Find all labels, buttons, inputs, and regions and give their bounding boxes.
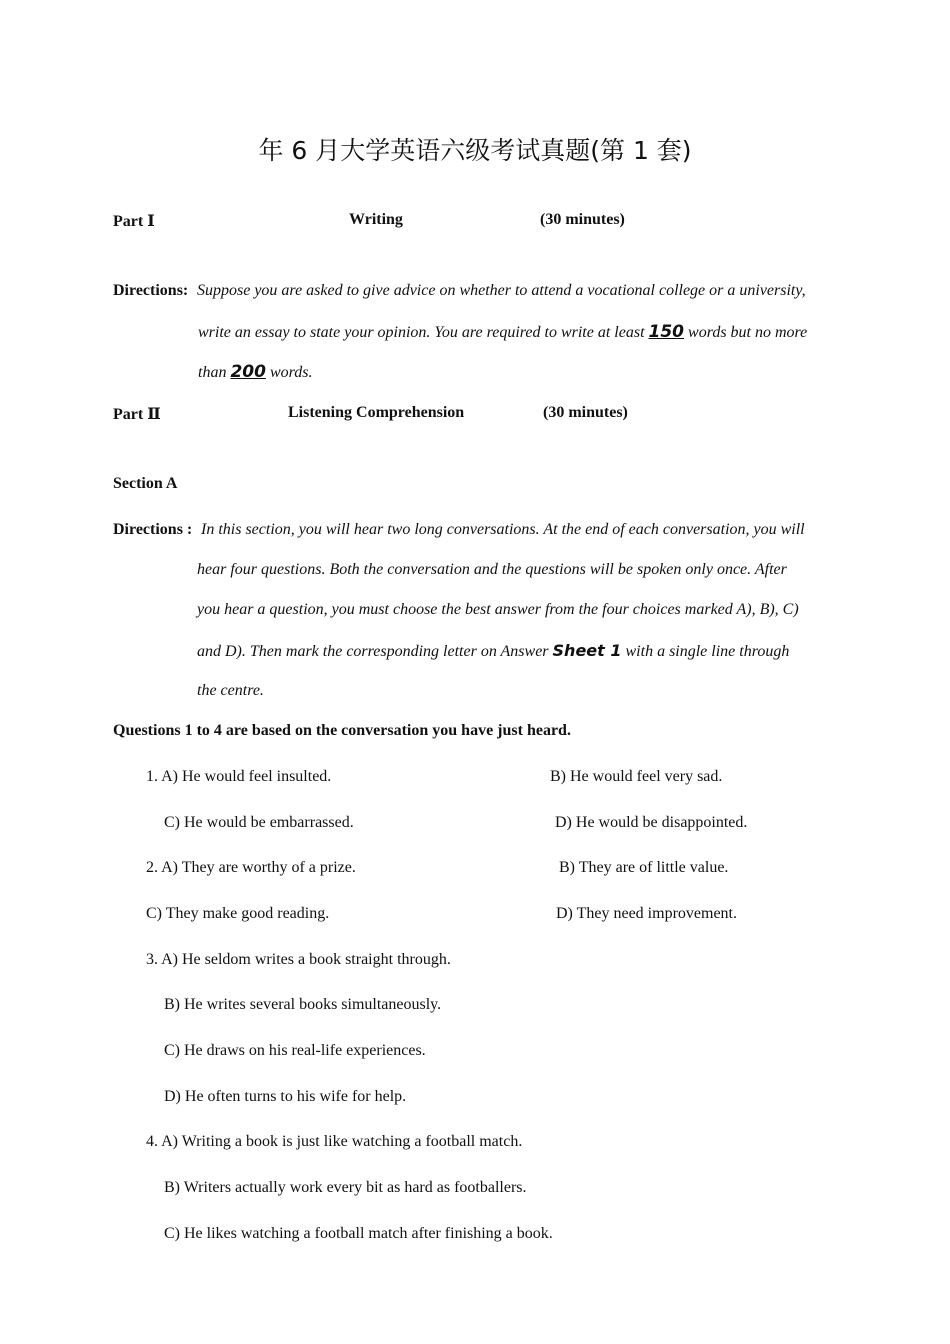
part2-label: Part Ⅱ — [113, 406, 161, 423]
part2-time: (30 minutes) — [543, 404, 628, 421]
section-a-heading: Section A — [113, 475, 178, 492]
q2-option-c: C) They make good reading. — [146, 905, 330, 922]
answer-sheet-ref: Sheet 1 — [552, 641, 622, 660]
directions-text: with a single line through — [621, 643, 790, 660]
part1-directions-line2 — [198, 322, 807, 342]
q3-option-a: 3. A) He seldom writes a book straight through. — [146, 951, 451, 968]
part2-name: Listening Comprehension — [288, 404, 465, 421]
part2-directions-line2: hear four questions. Both the conversation and the questions will be spoken only once. After — [197, 561, 787, 578]
q3-option-b: B) He writes several books simultaneously. — [164, 996, 442, 1013]
part2-directions-label: Directions : — [113, 521, 193, 538]
part1-time: (30 minutes) — [540, 211, 625, 228]
q1-option-d: D) He would be disappointed. — [555, 814, 748, 831]
q4-option-c: C) He likes watching a football match after finishing a book. — [164, 1225, 553, 1242]
q3-option-c: C) He draws on his real-life experiences. — [164, 1042, 426, 1059]
directions-text: write an essay to state your opinion. You are required to write at least — [198, 324, 649, 341]
q1-option-b: B) He would feel very sad. — [550, 768, 723, 785]
part1-directions-line1: Suppose you are asked to give advice on whether to attend a vocational college or a university, — [197, 282, 806, 299]
q2-option-a: 2. A) They are worthy of a prize. — [146, 859, 356, 876]
directions-text: and D). Then mark the corresponding letter on Answer — [197, 643, 553, 660]
questions-intro: Questions 1 to 4 are based on the conversation you have just heard. — [113, 722, 571, 739]
q3-option-d: D) He often turns to his wife for help. — [164, 1088, 407, 1105]
q2-option-b: B) They are of little value. — [559, 859, 729, 876]
part2-directions-line4 — [197, 641, 789, 661]
page-title: 年 6 月大学英语六级考试真题(第 1 套) — [258, 136, 692, 165]
directions-text: than — [198, 364, 231, 381]
q2-option-d: D) They need improvement. — [556, 905, 737, 922]
q1-option-a: 1. A) He would feel insulted. — [146, 768, 332, 785]
part1-name: Writing — [349, 211, 403, 228]
part1-label: Part Ⅰ — [113, 213, 155, 230]
part2-directions-line1: In this section, you will hear two long conversations. At the end of each conversation, you will — [201, 521, 805, 538]
min-words: 150 — [648, 322, 685, 342]
directions-text: words but no more — [684, 324, 808, 341]
q1-option-c: C) He would be embarrassed. — [164, 814, 354, 831]
part2-directions-line3: you hear a question, you must choose the best answer from the four choices marked A), B), C) — [197, 601, 799, 618]
part2-directions-line5: the centre. — [197, 682, 264, 699]
directions-text: words. — [265, 364, 313, 381]
max-words: 200 — [230, 362, 266, 382]
q4-option-b: B) Writers actually work every bit as hard as footballers. — [164, 1179, 527, 1196]
part1-directions-line3 — [198, 362, 312, 382]
part1-directions-label: Directions: — [113, 282, 189, 299]
q4-option-a: 4. A) Writing a book is just like watching a football match. — [146, 1133, 523, 1150]
